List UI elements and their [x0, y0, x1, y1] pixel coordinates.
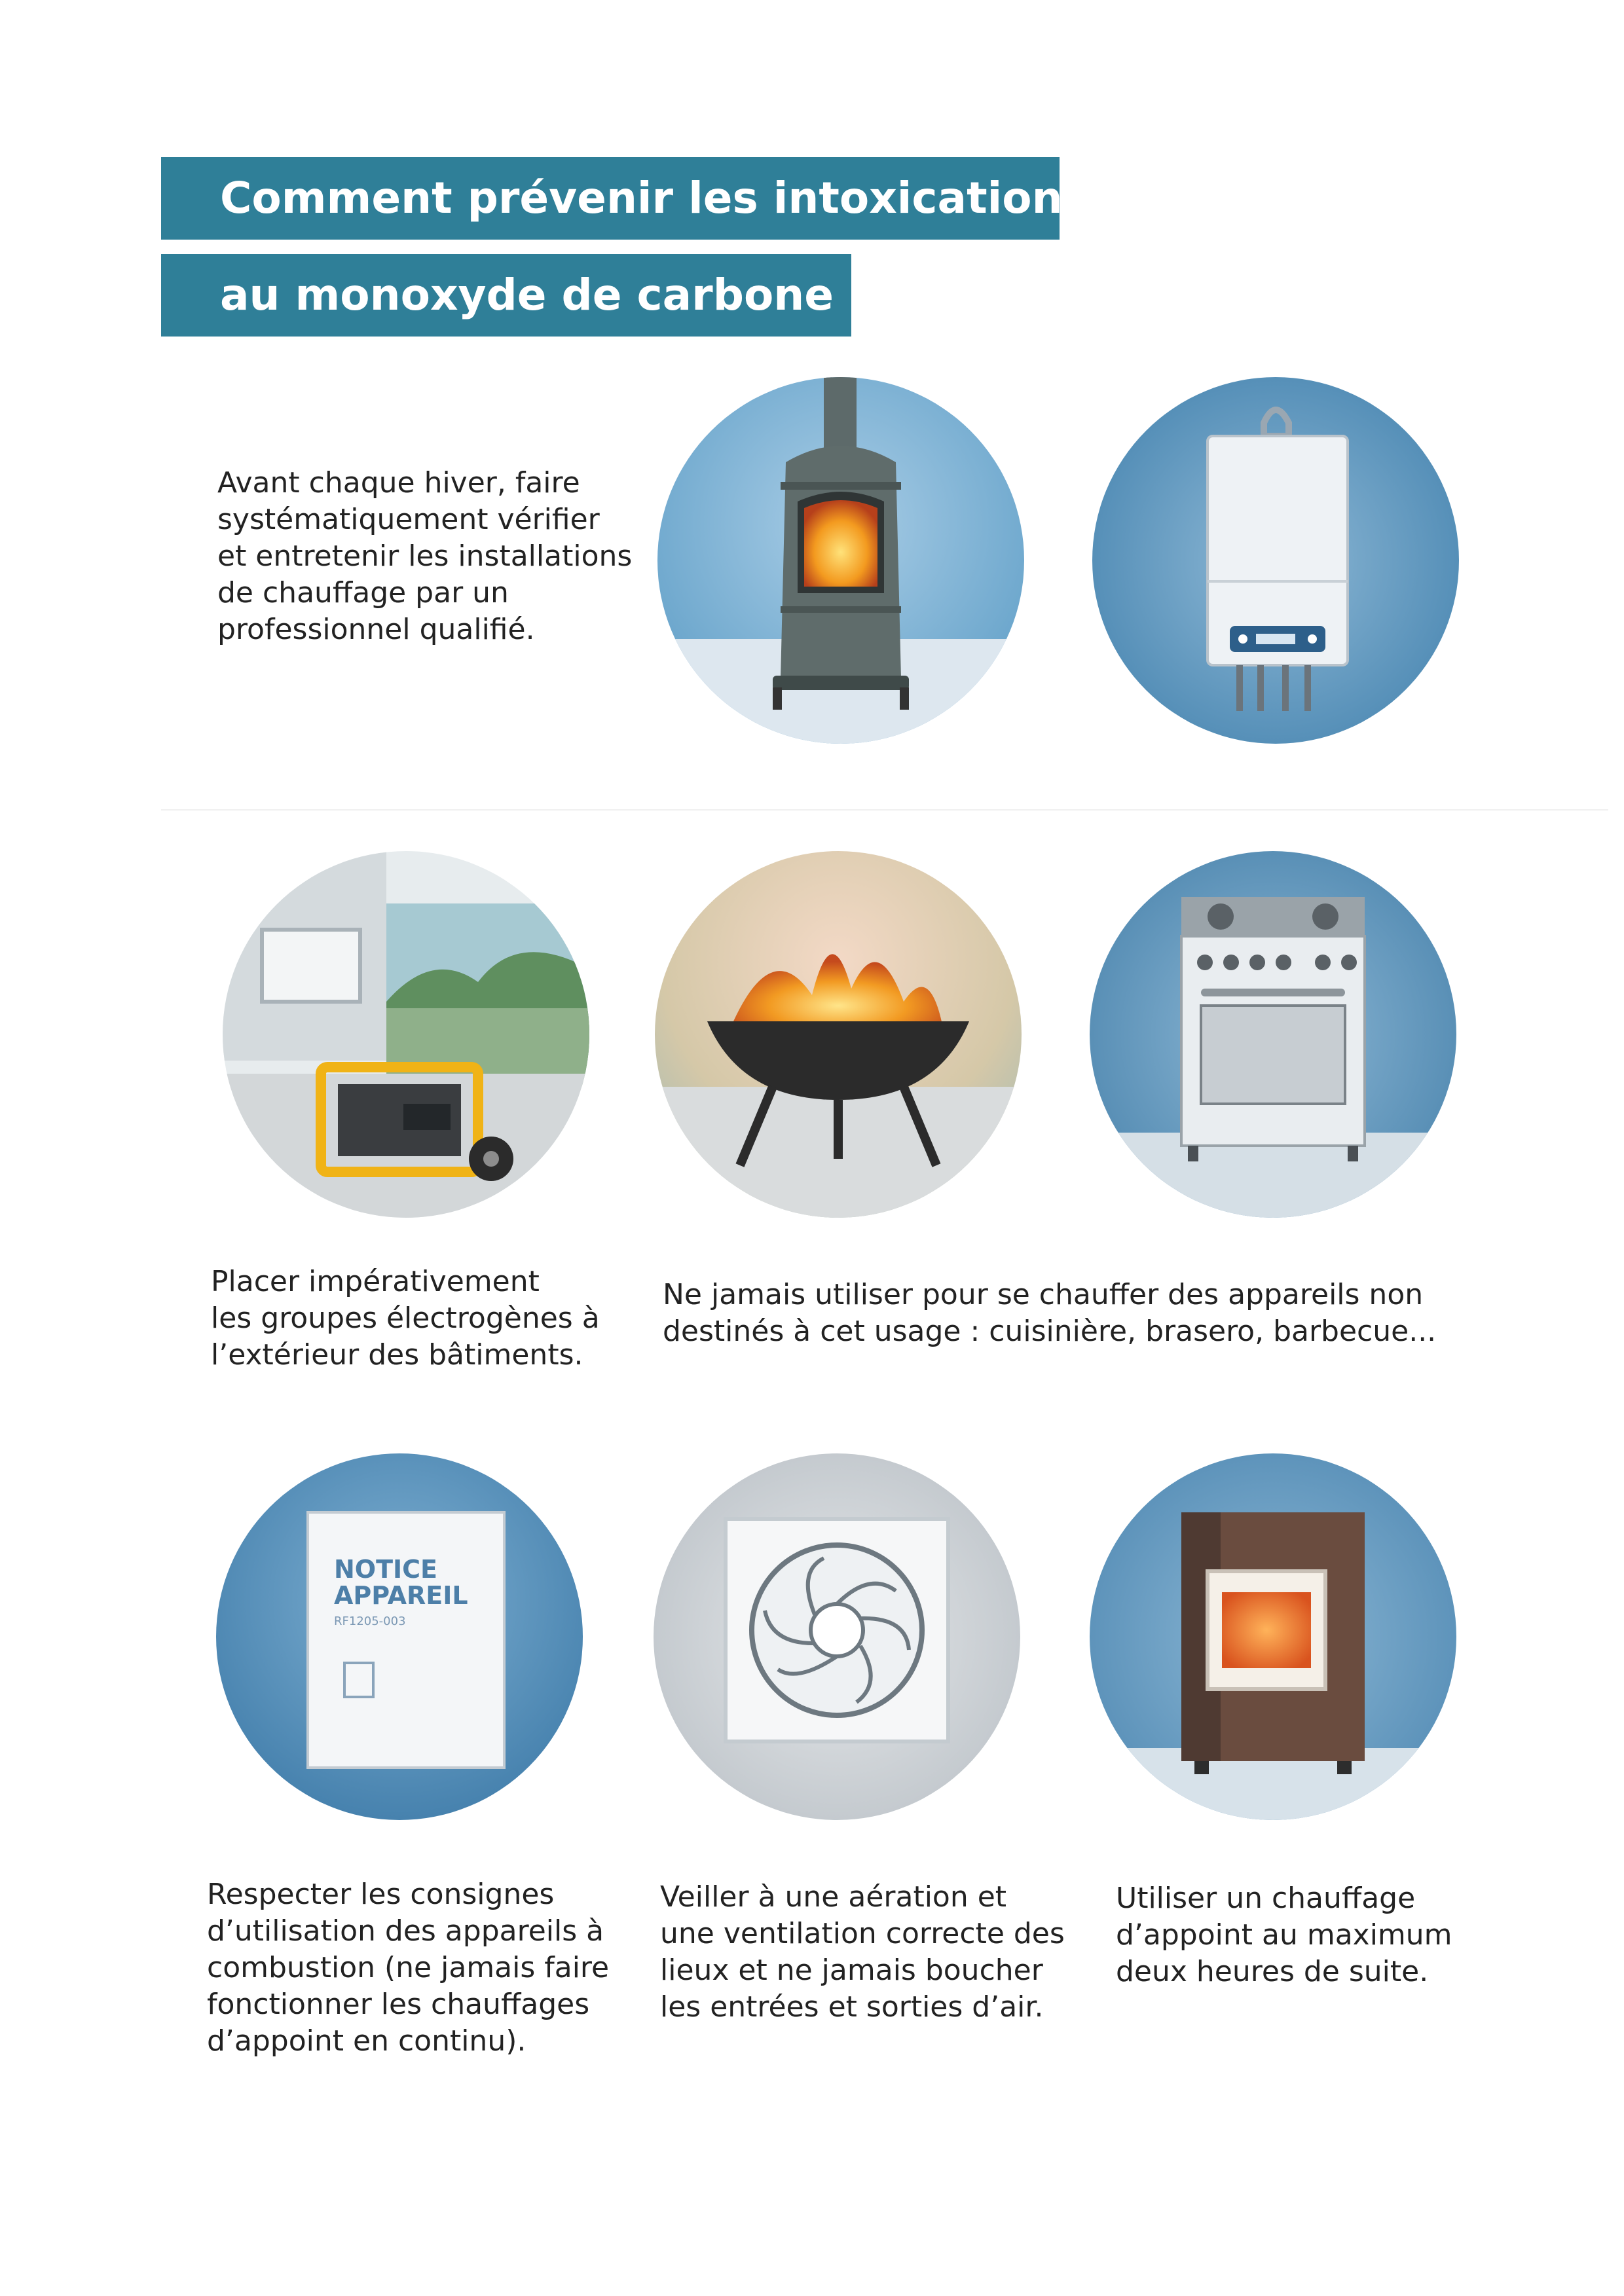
title-line-1-text: Comment prévenir les intoxications — [220, 173, 1088, 223]
misuse-line: Ne jamais utiliser pour se chauffer des appareils non — [663, 1278, 1424, 1311]
notice-title-line1: NOTICE — [334, 1555, 438, 1584]
maintenance-line: professionnel qualifié. — [217, 613, 535, 646]
ventilation-text — [660, 1879, 1065, 2026]
maintenance-line: et entretenir les installations — [217, 539, 633, 573]
misuse-line: destinés à cet usage : cuisinière, brasero, barbecue... — [663, 1315, 1437, 1348]
ventilation-line: Veiller à une aération et — [660, 1880, 1007, 1914]
generator-line: les groupes électrogènes à — [211, 1302, 600, 1335]
gas-boiler-icon — [1092, 377, 1459, 744]
maintenance-line: de chauffage par un — [217, 576, 509, 610]
cooker-icon — [1090, 851, 1456, 1218]
instructions-text — [207, 1876, 609, 2060]
instructions-line: combustion (ne jamais faire — [207, 1951, 610, 1984]
generator-line: l’extérieur des bâtiments. — [211, 1338, 583, 1372]
brasero-icon — [655, 851, 1022, 1218]
maintenance-line: Avant chaque hiver, faire — [217, 466, 580, 500]
notice-manual-icon — [216, 1453, 583, 1820]
space-heater-line: Utiliser un chauffage — [1116, 1882, 1416, 1915]
ventilation-line: une ventilation correcte des — [660, 1917, 1065, 1950]
title-line-2-text: au monoxyde de carbone ? — [220, 270, 874, 320]
instructions-line: d’appoint en continu). — [207, 2024, 526, 2058]
space-heater-line: d’appoint au maximum — [1116, 1918, 1452, 1952]
section-divider — [161, 809, 1608, 811]
wood-stove-icon — [657, 377, 1024, 744]
notice-reference: RF1205-003 — [334, 1614, 406, 1628]
space-heater-line: deux heures de suite. — [1116, 1955, 1429, 1988]
instructions-line: d’utilisation des appareils à — [207, 1914, 604, 1948]
instructions-line: fonctionner les chauffages — [207, 1988, 590, 2021]
ventilation-line: lieux et ne jamais boucher — [660, 1954, 1043, 1987]
generator-icon — [223, 851, 589, 1218]
ventilation-fan-icon — [654, 1453, 1020, 1820]
space-heater-icon — [1090, 1453, 1456, 1820]
title-line-1 — [161, 157, 1088, 240]
maintenance-text — [217, 465, 632, 648]
maintenance-line: systématiquement vérifier — [217, 503, 600, 536]
ventilation-line: les entrées et sorties d’air. — [660, 1990, 1044, 2024]
space-heater-text — [1116, 1880, 1452, 1990]
generator-line: Placer impérativement — [211, 1265, 540, 1298]
generator-text — [211, 1264, 600, 1374]
notice-title-line2: APPAREIL — [334, 1581, 468, 1610]
no-heating-misuse-text — [663, 1277, 1436, 1350]
title-line-2 — [161, 254, 874, 337]
instructions-line: Respecter les consignes — [207, 1878, 555, 1911]
